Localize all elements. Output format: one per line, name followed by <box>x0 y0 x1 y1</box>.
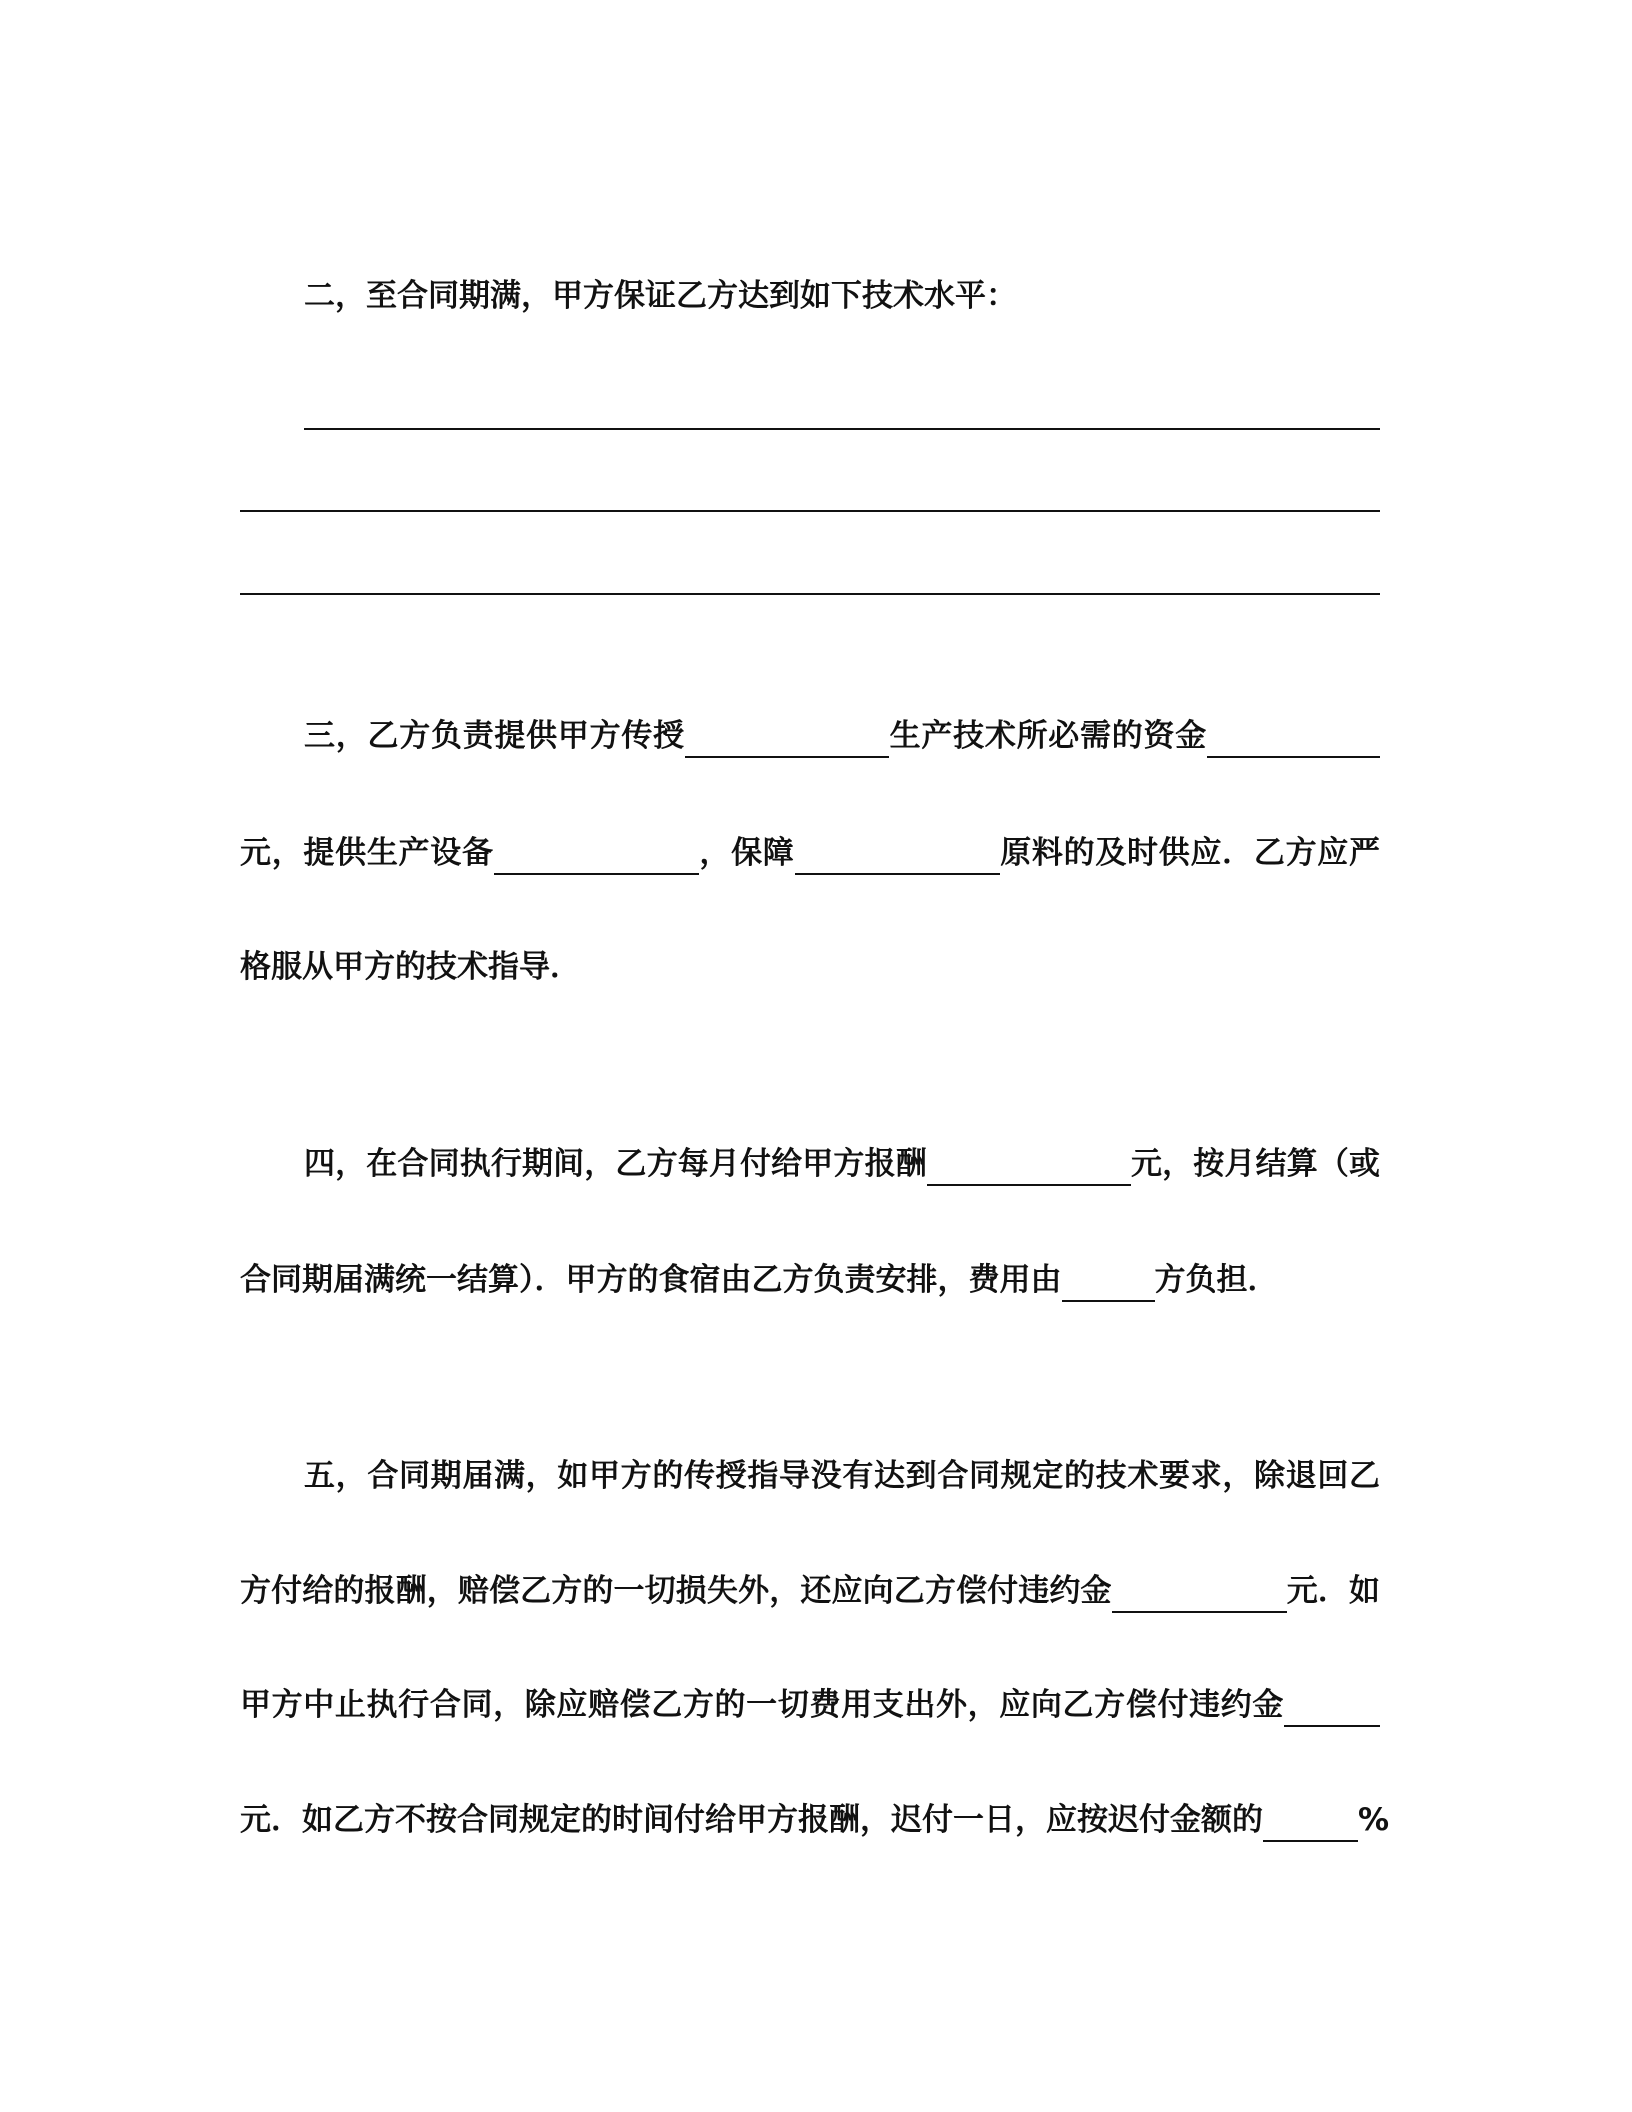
blank-monthly-pay[interactable] <box>927 1150 1131 1186</box>
blank-materials[interactable] <box>795 839 1000 875</box>
text: 四，在合同执行期间，乙方每月付给甲方报酬 <box>304 1146 927 1182</box>
section-3-line-2 <box>240 833 1380 875</box>
blank-penalty-2[interactable] <box>1284 1691 1380 1727</box>
fill-in-line-2[interactable] <box>240 510 1380 512</box>
section-2-heading: 二，至合同期满，甲方保证乙方达到如下技术水平： <box>304 278 1017 314</box>
blank-technology[interactable] <box>685 722 889 758</box>
section-5-line-3 <box>240 1685 1380 1727</box>
fill-in-line-3[interactable] <box>240 593 1380 595</box>
section-3-line-1 <box>304 716 1380 758</box>
section-4-line-2 <box>240 1260 1380 1302</box>
text: 方付给的报酬，赔偿乙方的一切损失外，还应向乙方偿付违约金 <box>240 1573 1112 1609</box>
text: % <box>1358 1802 1390 1838</box>
fill-in-line-1[interactable] <box>304 428 1380 430</box>
blank-funds[interactable] <box>1207 722 1380 758</box>
section-3-line-3: 格服从甲方的技术指导． <box>240 949 581 985</box>
text: 元．如乙方不按合同规定的时间付给甲方报酬，迟付一日，应按迟付金额的 <box>240 1802 1263 1838</box>
text: 三，乙方负责提供甲方传授 <box>304 718 685 754</box>
section-5-line-2 <box>240 1571 1380 1613</box>
text: 原料的及时供应．乙方应严 <box>999 835 1381 871</box>
text: 合同期届满统一结算）．甲方的食宿由乙方负责安排，费用由 <box>240 1262 1062 1298</box>
text: 生产技术所必需的资金 <box>888 718 1208 754</box>
section-4-line-1 <box>304 1144 1380 1186</box>
text: 元，提供生产设备 <box>240 835 494 871</box>
text: 元．如 <box>1286 1573 1381 1609</box>
text: 元，按月结算（或 <box>1130 1146 1381 1182</box>
text: 甲方中止执行合同，除应赔偿乙方的一切费用支出外，应向乙方偿付违约金 <box>240 1687 1284 1723</box>
blank-equipment[interactable] <box>494 839 699 875</box>
blank-late-percent[interactable] <box>1263 1806 1358 1842</box>
text: ，保障 <box>698 835 795 871</box>
section-5-line-1: 五，合同期届满，如甲方的传授指导没有达到合同规定的技术要求，除退回乙 <box>304 1458 1380 1494</box>
blank-cost-party[interactable] <box>1062 1266 1155 1302</box>
section-5-line-4 <box>240 1800 1390 1842</box>
text: 方负担． <box>1154 1262 1279 1298</box>
blank-penalty-1[interactable] <box>1112 1577 1287 1613</box>
